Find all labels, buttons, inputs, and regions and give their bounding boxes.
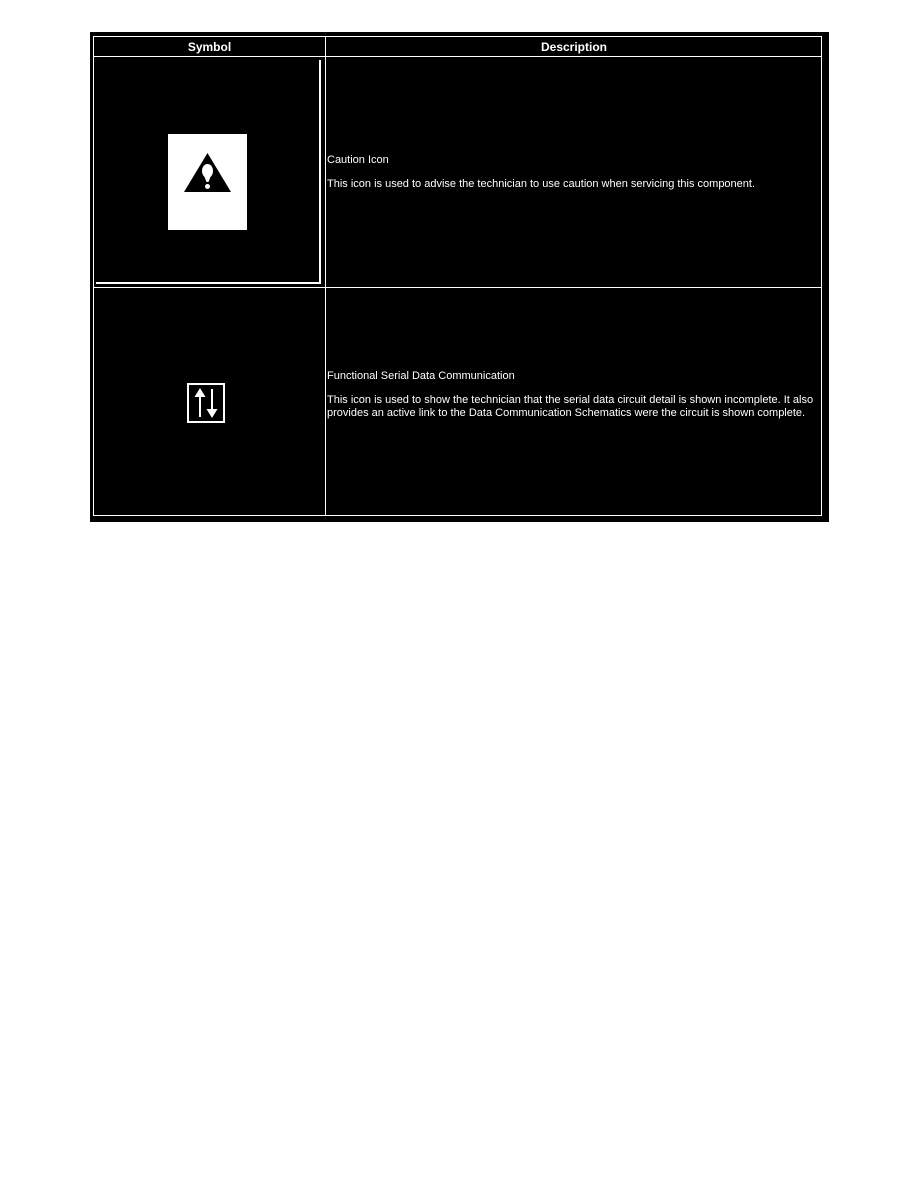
caution-triangle-icon — [168, 134, 247, 230]
list-item — [327, 370, 822, 420]
header-symbol: Symbol — [187, 40, 232, 54]
row-description: This icon is used to advise the technician to use caution when servicing this component. — [327, 178, 756, 190]
list-item — [327, 154, 822, 191]
row-title: Functional Serial Data Communication — [327, 370, 515, 382]
column-divider — [325, 37, 326, 515]
row-divider — [94, 287, 821, 288]
row-description: This icon is used to show the technician that the serial data circuit detail is shown incomplete. It also provides an active link to the Data Communication Schematics were the circuit is shown complete. — [327, 394, 814, 419]
serial-data-arrows-icon[interactable] — [187, 383, 225, 423]
header-description: Description — [540, 40, 607, 54]
symbol-table — [90, 32, 829, 522]
row-title: Caution Icon — [327, 154, 389, 166]
header-divider — [94, 56, 821, 57]
table-frame — [93, 36, 822, 516]
